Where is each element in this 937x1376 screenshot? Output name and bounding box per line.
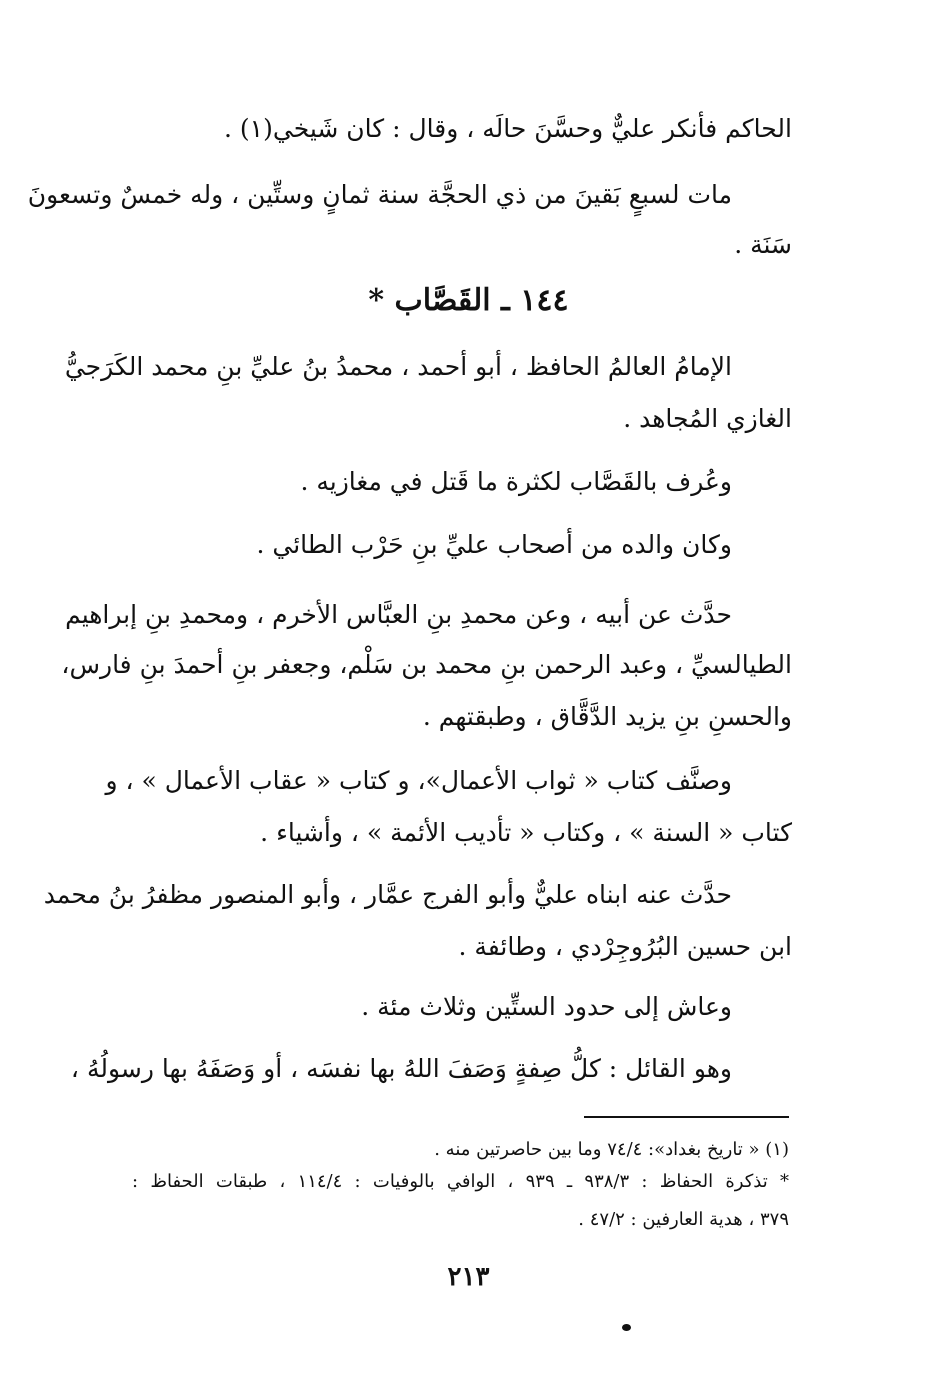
ink-dot: [622, 1324, 631, 1331]
text-line: حدَّث عن أبيه ، وعن محمدِ بنِ العبَّاس الأخرم ، ومحمدِ بنِ إبراهيم: [65, 600, 732, 629]
section-heading: ١٤٤ ـ القَصَّاب *: [368, 283, 569, 318]
text-line: الغازي المُجاهد .: [623, 404, 792, 433]
text-line: الحاكم فأنكر عليٌّ وحسَّنَ حالَه ، وقال : كان شَيخي(١) .: [224, 114, 792, 143]
footnote: (١) « تاريخ بغداد»: ٧٤/٤ وما بين حاصرتين منه .: [434, 1139, 789, 1160]
text-line: وكان والده من أصحاب عليِّ بنِ حَرْب الطائي .: [256, 530, 732, 559]
text-line: مات لسبعٍ بَقينَ من ذي الحجَّة سنة ثمانٍ وستِّين ، وله خمسٌ وتسعونَ: [27, 180, 732, 209]
footnote: ٣٧٩ ، هدية العارفين : ٤٧/٢ .: [578, 1209, 789, 1230]
text-line: الطيالسيِّ ، وعبد الرحمن بنِ محمد بن سَلْم، وجعفر بنِ أحمدَ بنِ فارس،: [61, 650, 792, 679]
text-line: وهو القائل : كلُّ صِفةٍ وَصَفَ اللهُ بها نفسَه ، أو وَصَفَهُ بها رسولُهُ ،: [70, 1054, 732, 1083]
text-line: وصنَّف كتاب « ثواب الأعمال»، و كتاب « عقاب الأعمال » ، و: [105, 766, 732, 795]
footnote-divider: [584, 1116, 789, 1118]
text-line: الإمامُ العالمُ الحافظ ، أبو أحمد ، محمدُ بنُ عليِّ بنِ محمد الكَرَجيُّ: [64, 352, 732, 381]
page-number: ٢١٣: [447, 1262, 490, 1292]
text-line: كتاب « السنة » ، وكتاب « تأديب الأئمة » ، وأشياء .: [260, 818, 792, 847]
text-line: وعاش إلى حدود الستِّين وثلاث مئة .: [361, 992, 732, 1021]
text-line: ابن حسين البُرُوجِرْدي ، وطائفة .: [458, 932, 792, 961]
text-line: وعُرف بالقَصَّاب لكثرة ما قَتل في مغازيه .: [300, 467, 732, 496]
footnote: * تذكرة الحفاظ : ٩٣٨/٣ ـ ٩٣٩ ، الوافي بالوفيات : ١١٤/٤ ، طبقات الحفاظ :: [132, 1171, 789, 1192]
text-line: سَنَة .: [734, 230, 792, 259]
text-line: والحسنِ بنِ يزيد الدَّقَّاق ، وطبقتهم .: [422, 702, 792, 731]
text-line: حدَّث عنه ابناه عليٌّ وأبو الفرج عمَّار ، وأبو المنصور مظفرُ بنُ محمد: [43, 880, 732, 909]
